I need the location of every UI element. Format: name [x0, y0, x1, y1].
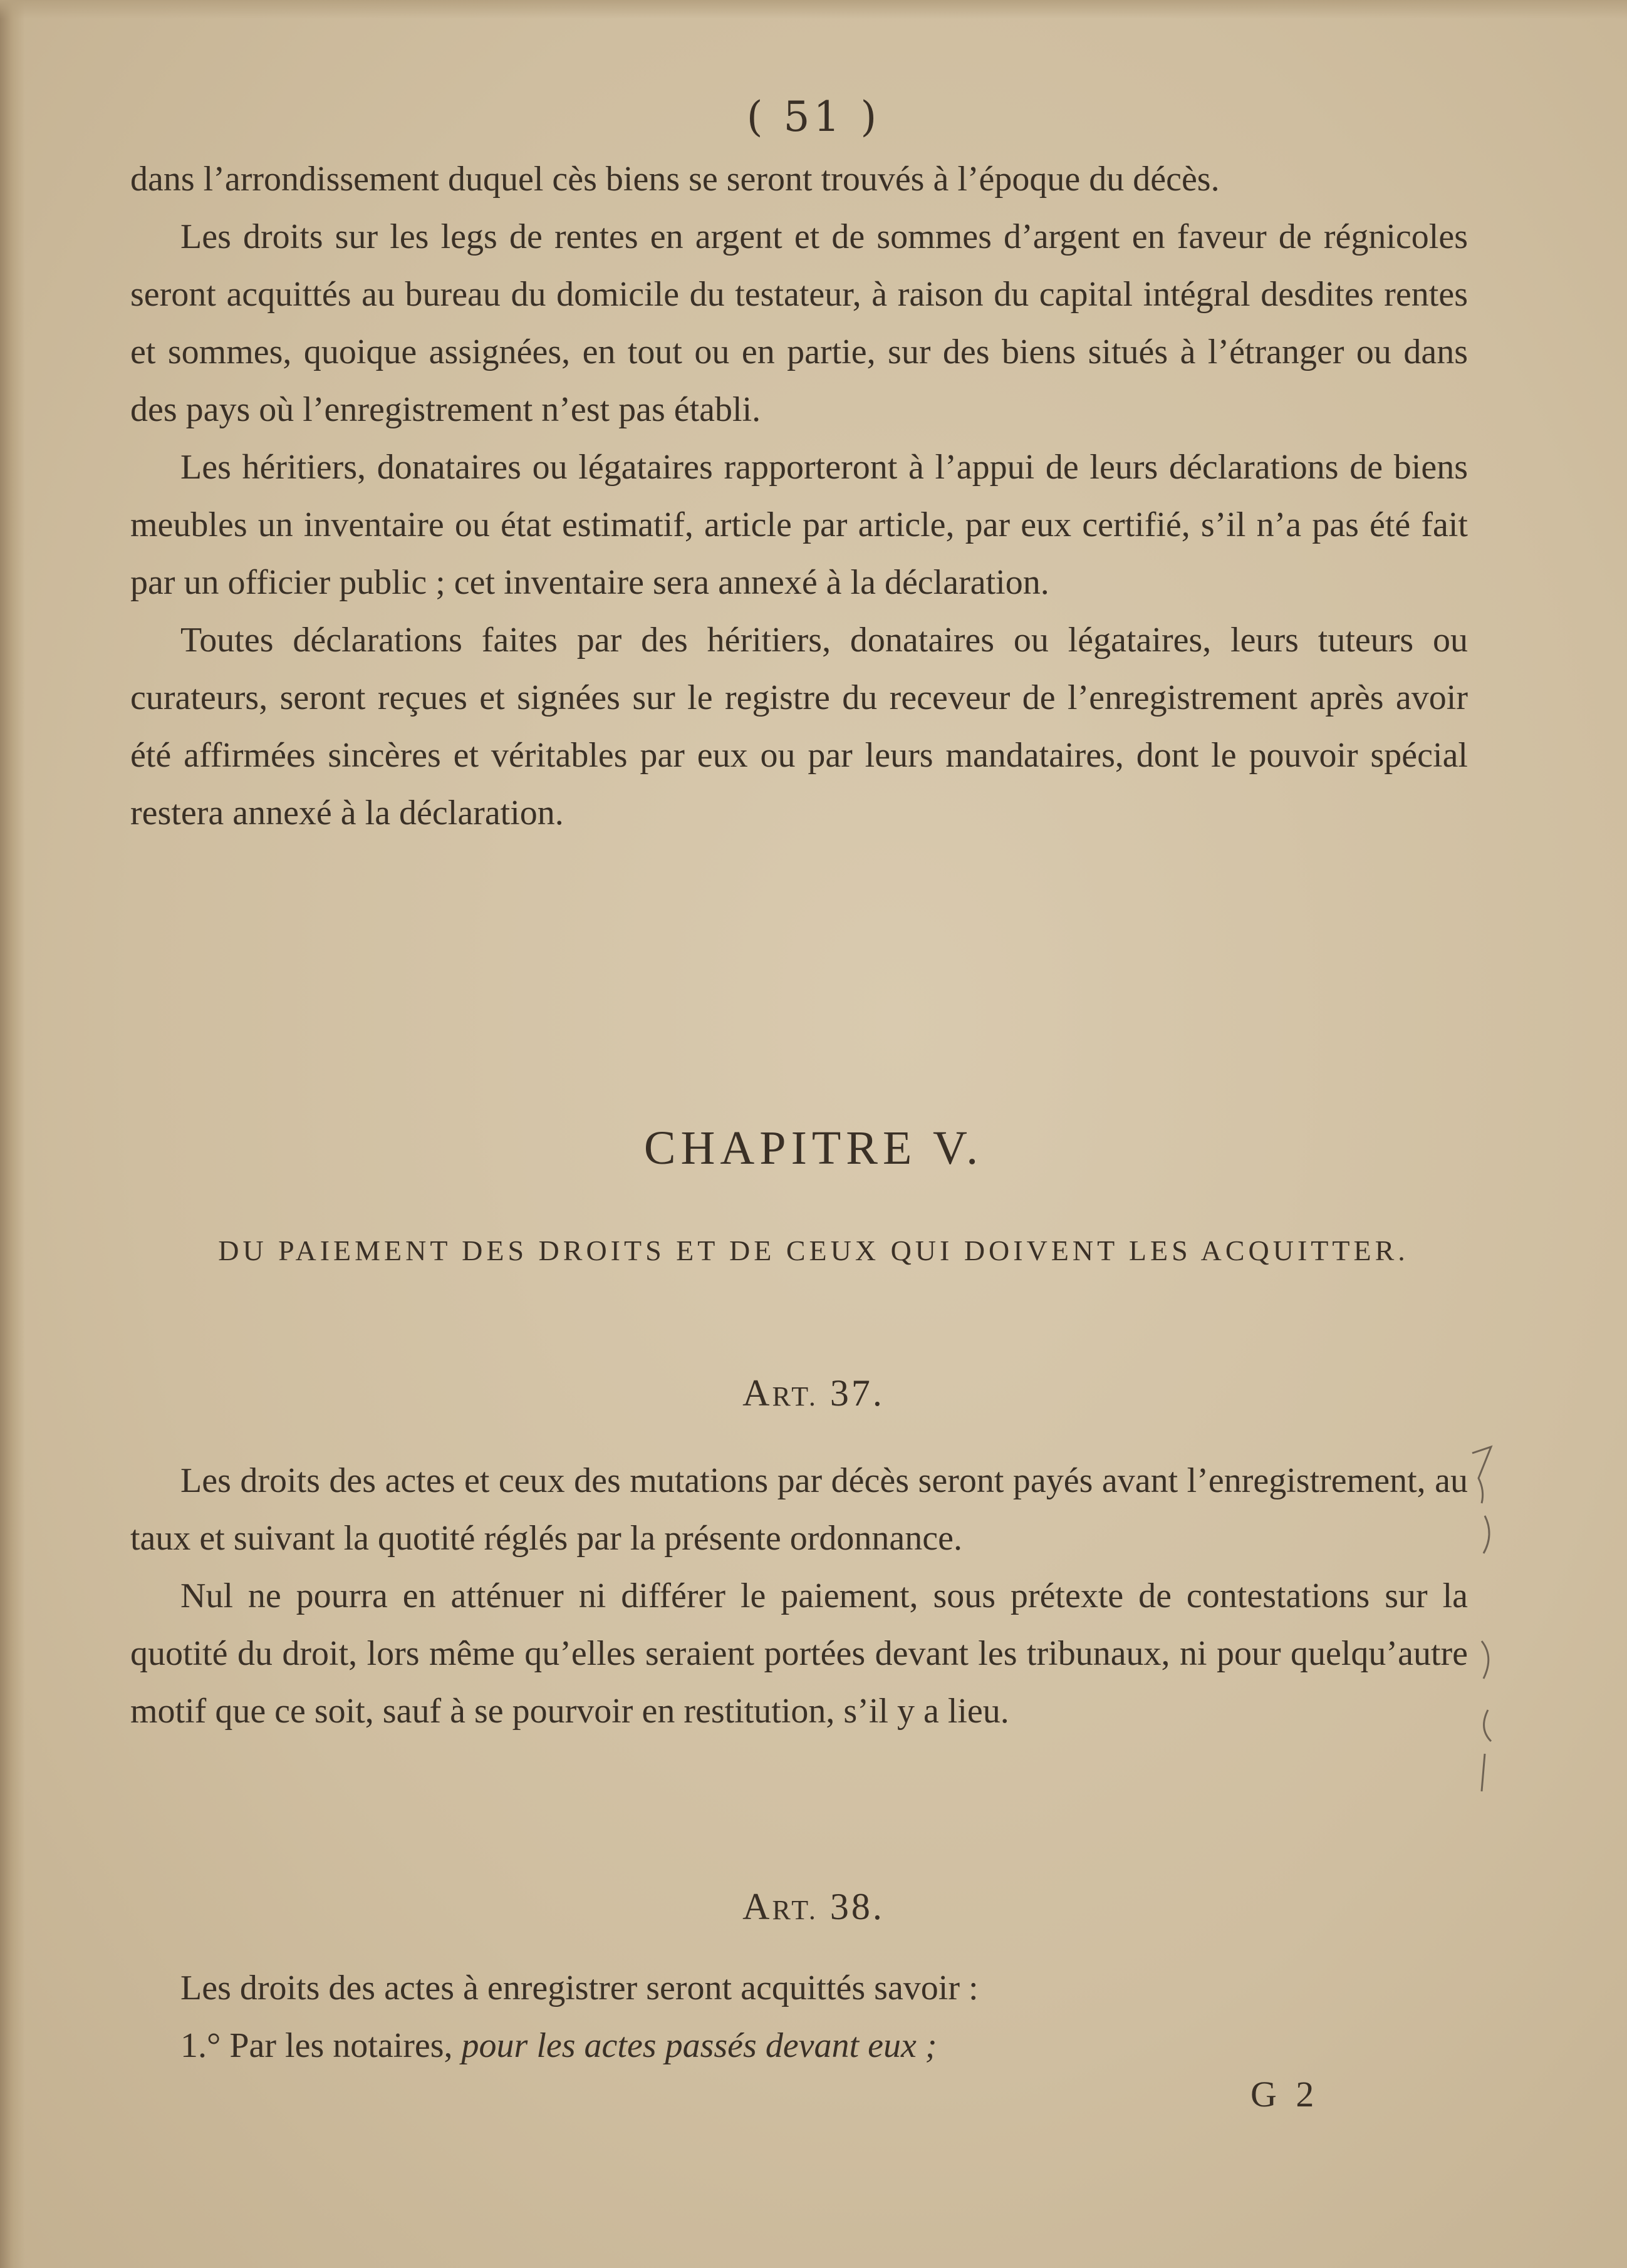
article-38-intro: Les droits des actes à enregistrer seront acquittés savoir :	[180, 1969, 979, 2007]
item-1-number: 1.°	[180, 2026, 221, 2065]
margin-pencil-marks	[1466, 1441, 1504, 1816]
article-37-number: 37.	[829, 1372, 885, 1414]
page-number: ( 51 )	[746, 93, 881, 141]
item-1-roman-text: Par les notaires,	[229, 2026, 453, 2065]
article-37-body	[130, 1452, 1468, 1740]
chapter-subtitle: DU PAIEMENT DES DROITS ET DE CEUX QUI DOIVENT LES ACQUITTER.	[218, 1235, 1409, 1266]
signature-mark: G 2	[1250, 2074, 1319, 2115]
paragraph-declarations: Toutes déclarations faites par des héritiers, donataires ou légataires, leurs tuteurs ou curateurs, seront reçues et signées sur le registre du receveur de l’enregistrement après avoir été affirmées sincères et véritables par eux ou par leurs mandataires, dont le pouvoir spécial restera annexé à la déclaration.	[130, 621, 1468, 832]
paragraph-heritiers-inventaire: Les héritiers, donataires ou légataires rapporteront à l’appui de leurs déclarations de biens meubles un inventaire ou état estimatif, article par article, par eux certifié, s’il n’a pas été fait par un officier public ; cet inventaire sera annexé à la déclaration.	[130, 448, 1468, 602]
chapter-title: CHAPITRE V.	[643, 1122, 984, 1174]
article-38-number: 38.	[829, 1886, 885, 1927]
article-37-paragraph-1: Les droits des actes et ceux des mutations par décès seront payés avant l’enregistrement, au taux et suivant la quotité réglés par la présente ordonnance.	[130, 1461, 1468, 1558]
article-37-paragraph-2: Nul ne pourra en atténuer ni différer le paiement, sous prétexte de contestations sur la quotité du droit, lors même qu’elles seraient portées devant les tribunaux, ni pour quelqu’autre motif que ce soit, sauf à se pourvoir en restitution, s’il y a lieu.	[130, 1577, 1468, 1731]
article-38-body	[130, 1959, 1468, 2074]
article-37-prefix: A	[742, 1372, 772, 1414]
page-top-shadow	[0, 0, 1627, 19]
top-paragraphs	[130, 150, 1468, 842]
article-37-heading	[0, 1372, 1627, 1415]
article-38-heading	[0, 1885, 1627, 1929]
paragraph-legs-rentes: Les droits sur les legs de rentes en argent et de sommes d’argent en faveur de régnicoles seront acquittés au bureau du domicile du testateur, à raison du capital intégral desdites rentes et sommes, quoique assignées, en tout ou en partie, sur des biens situés à l’étranger ou dans des pays où l’enregistrement n’est pas établi.	[130, 217, 1468, 429]
article-38-item-1	[130, 2017, 1468, 2074]
item-1-italic-text: pour les actes passés devant eux ;	[461, 2026, 937, 2065]
article-37-smallcaps: RT.	[772, 1381, 818, 1412]
article-38-prefix: A	[742, 1886, 772, 1927]
paragraph-continuation: dans l’arrondissement duquel cès biens se seront trouvés à l’époque du décès.	[130, 160, 1220, 199]
article-38-smallcaps: RT.	[772, 1895, 818, 1925]
